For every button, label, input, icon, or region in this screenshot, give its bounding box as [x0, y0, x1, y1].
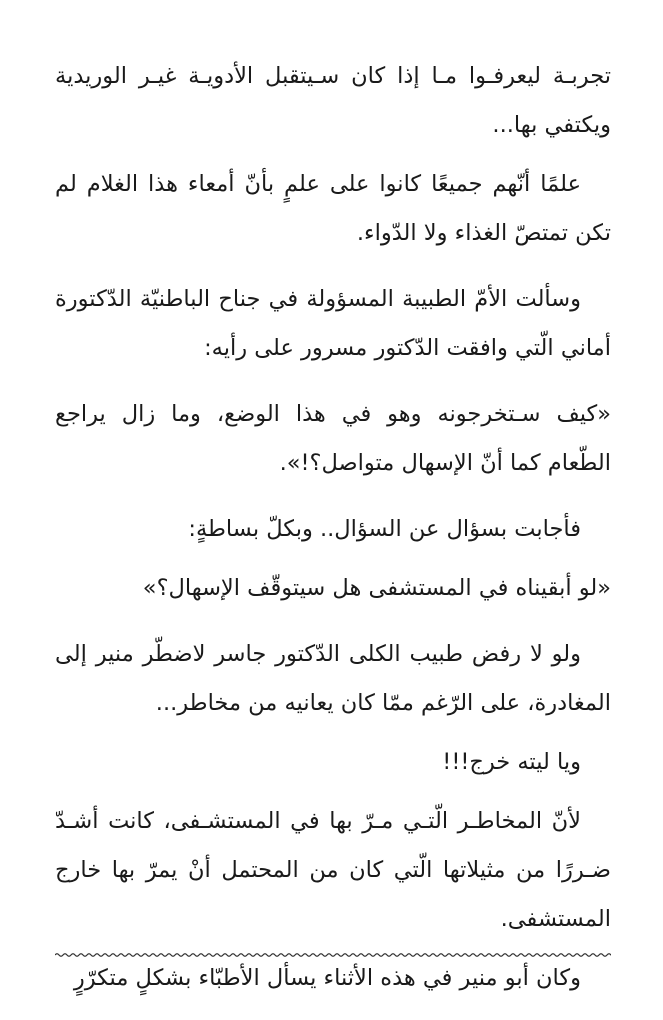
- paragraph: تجربـة ليعرفـوا مـا إذا كان سـيتقبل الأدويـة غيـر الوريدية ويكتفي بها...: [55, 63, 611, 138]
- paragraph: «لو أبقيناه في المستشفى هل سيتوقّف الإسهال؟»: [142, 575, 611, 601]
- paragraph: علمًا أنّهم جميعًا كانوا على علمٍ بأنّ أمعاء هذا الغلام لم تكن تمتصّ الغذاء ولا الدّواء.: [55, 171, 611, 246]
- paragraph: وسألت الأمّ الطبيبة المسؤولة في جناح الباطنيّة الدّكتورة أماني الّتي وافقت الدّكتور مسرور على رأيه:: [55, 286, 611, 361]
- wavy-divider: [55, 950, 611, 960]
- paragraph: لأنّ المخاطـر الّتـي مـرّ بها في المستشـفى، كانت أشـدّ ضـررًا من مثيلاتها الّتي كان من المحتمل أنْ يمرّ بها خارج المستشفى.: [55, 808, 611, 932]
- paragraph: ولو لا رفض طبيب الكلى الدّكتور جاسر لاضطّر منير إلى المغادرة، على الرّغم ممّا كان يعانيه من مخاطر...: [55, 641, 611, 716]
- document-page: [55, 52, 611, 1020]
- paragraph: «كيف سـتخرجونه وهو في هذا الوضع، وما زال يراجع الطّعام كما أنّ الإسهال متواصل؟!».: [55, 401, 611, 476]
- paragraph: فأجابت بسؤال عن السؤال.. وبكلّ بساطةٍ:: [188, 516, 581, 542]
- paragraph: ويا ليته خرج!!!: [442, 749, 581, 775]
- paragraph: وكان أبو منير في هذه الأثناء يسأل الأطبّاء بشكلٍ متكرّرٍ: [73, 965, 581, 991]
